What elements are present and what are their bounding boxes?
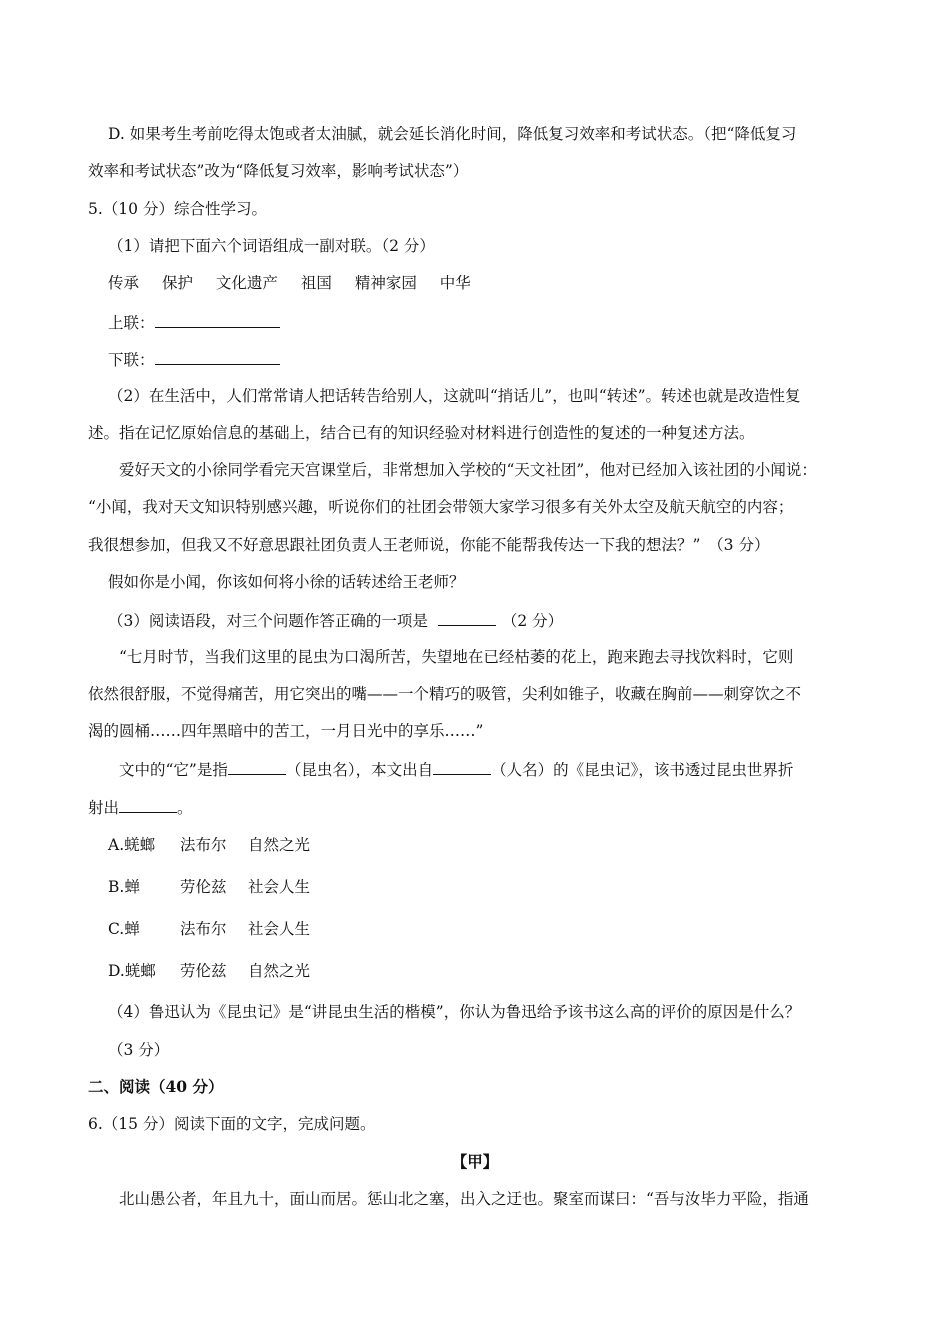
option-col3: 自然之光 <box>248 962 311 980</box>
option-col3: 自然之光 <box>248 836 311 854</box>
q5-part2-question: 假如你是小闻，你该如何将小徐的话转述给王老师？ <box>108 573 465 591</box>
lower-couplet-row <box>108 348 280 370</box>
part3-suffix: （2 分） <box>501 612 564 630</box>
story-line3: 我很想参加，但我又不好意思跟社团负责人王老师说，你能不能帮我传达一下我的想法？” （3 分） <box>88 536 770 554</box>
word-item: 精神家园 <box>354 274 417 292</box>
fill-text-d: 射出 <box>88 799 120 817</box>
q6-subtitle: 【甲】 <box>451 1152 499 1171</box>
upper-couplet-label: 上联： <box>108 314 155 332</box>
option-d[interactable] <box>108 961 310 981</box>
story-line2: “小闻，我对天文知识特别感兴趣，听说你们的社团会带领大家学习很多有关外太空及航天航空的内容； <box>88 498 794 516</box>
story-line1: 爱好天文的小徐同学看完天宫课堂后，非常想加入学校的“天文社团”，他对已经加入该社团的小闻说： <box>119 461 817 479</box>
theme-blank[interactable] <box>119 796 177 813</box>
quote-line1: “七月时节，当我们这里的昆虫为口渴所苦，失望地在已经枯萎的花上，跑来跑去寻找饮料时，它则 <box>119 648 794 666</box>
q5-header: 5.（10 分）综合性学习。 <box>88 200 267 218</box>
lower-couplet-blank[interactable] <box>155 348 280 365</box>
q5-part4-line1: （4）鲁迅认为《昆虫记》是“讲昆虫生活的楷模”，你认为鲁迅给予该书这么高的评价的原因是什么？ <box>108 1003 801 1021</box>
q4-option-d-line1: D. 如果考生考前吃得太饱或者太油腻，就会延长消化时间，降低复习效率和考试状态。（把“降低复习 <box>108 125 797 143</box>
q6-text-line1: 北山愚公者，年且九十，面山而居。惩山北之塞，出入之迂也。聚室而谋曰：“吾与汝毕力平险，指通 <box>119 1190 809 1208</box>
part3-answer-blank[interactable] <box>438 609 496 626</box>
q5-part2-line2: 述。指在记忆原始信息的基础上，结合已有的知识经验对材料进行创造性的复述的一种复述方法。 <box>88 424 755 442</box>
lower-couplet-label: 下联： <box>108 351 155 369</box>
couplet-word-list <box>108 273 471 293</box>
section2-header: 二、阅读（40 分） <box>88 1077 224 1096</box>
fill-text-b: （昆虫名），本文出自 <box>285 761 434 779</box>
option-col1: B.蝉 <box>108 878 140 896</box>
option-col3: 社会人生 <box>248 878 311 896</box>
fill-in-line1 <box>119 758 793 780</box>
option-col1: C.蝉 <box>108 920 140 938</box>
upper-couplet-row <box>108 311 280 333</box>
option-col1: A.蜣螂 <box>108 836 156 854</box>
word-item: 文化遗产 <box>215 274 278 292</box>
fill-text-e: 。 <box>177 799 193 817</box>
upper-couplet-blank[interactable] <box>155 311 280 328</box>
fill-in-line2 <box>88 796 193 818</box>
option-col2: 劳伦兹 <box>180 962 227 980</box>
q5-part4-line2: （3 分） <box>108 1041 170 1059</box>
insect-name-blank[interactable] <box>228 758 286 775</box>
q5-part3-prompt <box>108 609 563 631</box>
fill-text-c: （人名）的《昆虫记》，该书透过昆虫世界折 <box>491 761 794 779</box>
fill-text-a: 文中的“它”是指 <box>119 761 228 779</box>
q5-part2-line1: （2）在生活中，人们常常请人把话转告给别人，这就叫“捎话儿”，也叫“转述”。转述也就是改造性复 <box>108 387 801 405</box>
part3-prefix: （3）阅读语段，对三个问题作答正确的一项是 <box>108 612 428 630</box>
word-item: 中华 <box>439 274 471 292</box>
quote-line2: 依然很舒服，不觉得痛苦，用它突出的嘴——一个精巧的吸管，尖利如锥子，收藏在胸前——刺穿饮之不 <box>88 685 802 703</box>
q4-option-d-line2: 效率和考试状态”改为“降低复习效率，影响考试状态”） <box>88 162 469 180</box>
word-item: 保护 <box>161 274 193 292</box>
quote-line3: 渴的圆桶……四年黑暗中的苦工，一月日光中的享乐……” <box>88 722 484 740</box>
option-col2: 法布尔 <box>180 836 227 854</box>
option-col2: 劳伦兹 <box>180 878 227 896</box>
option-a[interactable] <box>108 835 310 855</box>
option-col2: 法布尔 <box>180 920 227 938</box>
option-c[interactable] <box>108 919 310 939</box>
word-item: 祖国 <box>300 274 332 292</box>
option-col1: D.蜣螂 <box>108 962 156 980</box>
q5-part1-prompt: （1）请把下面六个词语组成一副对联。（2 分） <box>108 237 435 255</box>
word-item: 传承 <box>108 274 140 292</box>
author-name-blank[interactable] <box>433 758 491 775</box>
option-col3: 社会人生 <box>248 920 311 938</box>
q6-header: 6.（15 分）阅读下面的文字，完成问题。 <box>88 1115 376 1133</box>
option-b[interactable] <box>108 877 310 897</box>
